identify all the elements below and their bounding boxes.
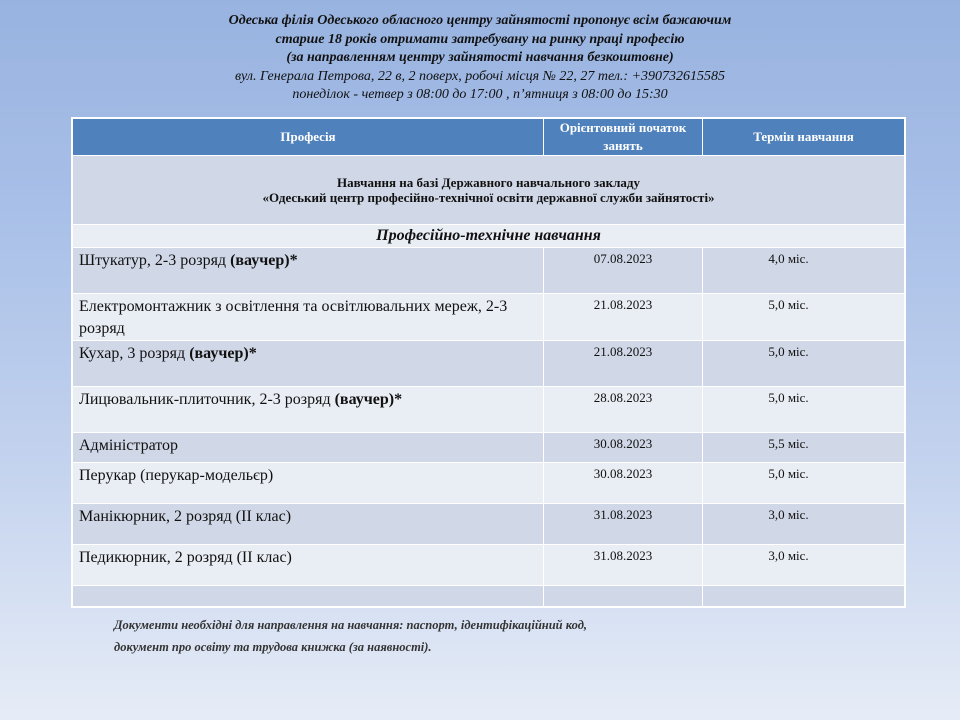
table-row	[73, 294, 905, 341]
section-title	[73, 156, 905, 225]
duration-cell: 3,0 міс.	[703, 504, 905, 545]
duration-cell: 5,5 міс.	[703, 433, 905, 463]
table-row	[73, 545, 905, 586]
profession-name: Кухар, 3 розряд	[79, 345, 190, 362]
voucher-label: (ваучер)*	[230, 252, 298, 269]
table-row	[73, 248, 905, 294]
schedule-line: понеділок - четвер з 08:00 до 17:00 , п’ятниця з 08:00 до 15:30	[292, 87, 668, 102]
voucher-label: (ваучер)*	[334, 391, 403, 408]
duration-cell: 3,0 міс.	[703, 545, 905, 586]
duration-cell: 5,0 міс.	[703, 387, 905, 433]
table-row	[73, 433, 905, 463]
profession-cell	[73, 387, 544, 433]
profession-name: Манікюрник, 2 розряд (ІІ клас)	[79, 508, 292, 525]
start-date-cell: 31.08.2023	[544, 504, 703, 545]
announcement-header	[0, 12, 960, 105]
required-documents-note	[114, 614, 714, 658]
profession-cell	[73, 294, 544, 341]
profession-cell	[73, 463, 544, 504]
table-row	[73, 387, 905, 433]
profession-name: Штукатур, 2-3 розряд	[79, 252, 231, 269]
empty-row	[73, 586, 905, 607]
duration-cell: 5,0 міс.	[703, 341, 905, 387]
profession-cell	[73, 504, 544, 545]
profession-cell	[73, 545, 544, 586]
footer-line-2: документ про освіту та трудова книжка (за наявності).	[114, 640, 432, 654]
empty-cell	[544, 586, 703, 607]
profession-name: Лицювальник-плиточник, 2-3 розряд	[79, 391, 335, 408]
footer-line-1: Документи необхідні для направлення на навчання: паспорт, ідентифікаційний код,	[114, 618, 588, 632]
start-date-cell: 28.08.2023	[544, 387, 703, 433]
profession-name: Перукар (перукар-модельєр)	[79, 467, 274, 484]
start-date-cell: 30.08.2023	[544, 433, 703, 463]
duration-cell: 5,0 міс.	[703, 294, 905, 341]
column-header-profession: Професія	[73, 119, 544, 156]
start-date-cell: 31.08.2023	[544, 545, 703, 586]
duration-cell: 4,0 міс.	[703, 248, 905, 294]
voucher-label: (ваучер)*	[189, 345, 257, 362]
profession-name: Електромонтажник з освітлення та освітлювальних мереж, 2-3 розряд	[79, 298, 508, 337]
column-header-start-date: Орієнтовний початок занять	[544, 119, 703, 156]
profession-name: Адміністратор	[79, 437, 179, 454]
header-line-1: Одеська філія Одеського обласного центру зайнятості пропонує всім бажаючим	[228, 13, 732, 28]
header-line-3: (за направленням центру зайнятості навчання безкоштовне)	[286, 50, 674, 65]
table-header-row	[73, 119, 905, 156]
section-title-line-1: Навчання на базі Державного навчального закладу	[337, 175, 640, 190]
header-line-2: старше 18 років отримати затребувану на ринку праці професію	[275, 31, 685, 47]
empty-cell	[703, 586, 905, 607]
column-header-duration: Термін навчання	[703, 119, 905, 156]
start-date-cell: 21.08.2023	[544, 341, 703, 387]
start-date-cell: 07.08.2023	[544, 248, 703, 294]
start-date-cell: 30.08.2023	[544, 463, 703, 504]
table-row	[73, 341, 905, 387]
profession-cell	[73, 248, 544, 294]
courses-table	[72, 118, 905, 607]
start-date-cell: 21.08.2023	[544, 294, 703, 341]
section-title-line-2: «Одеський центр професійно-технічної освіти державної служби зайнятості»	[262, 190, 715, 205]
section-row	[73, 156, 905, 225]
subheader-title: Професійно-технічне навчання	[73, 225, 905, 248]
subheader-row	[73, 225, 905, 248]
address-line: вул. Генерала Петрова, 22 в, 2 поверх, робочі місця № 22, 27 тел.: +390732615585	[234, 68, 726, 84]
table-row	[73, 504, 905, 545]
duration-cell: 5,0 міс.	[703, 463, 905, 504]
table-row	[73, 463, 905, 504]
profession-name: Педикюрник, 2 розряд (ІІ клас)	[79, 549, 292, 566]
profession-cell	[73, 433, 544, 463]
empty-cell	[73, 586, 544, 607]
profession-cell	[73, 341, 544, 387]
